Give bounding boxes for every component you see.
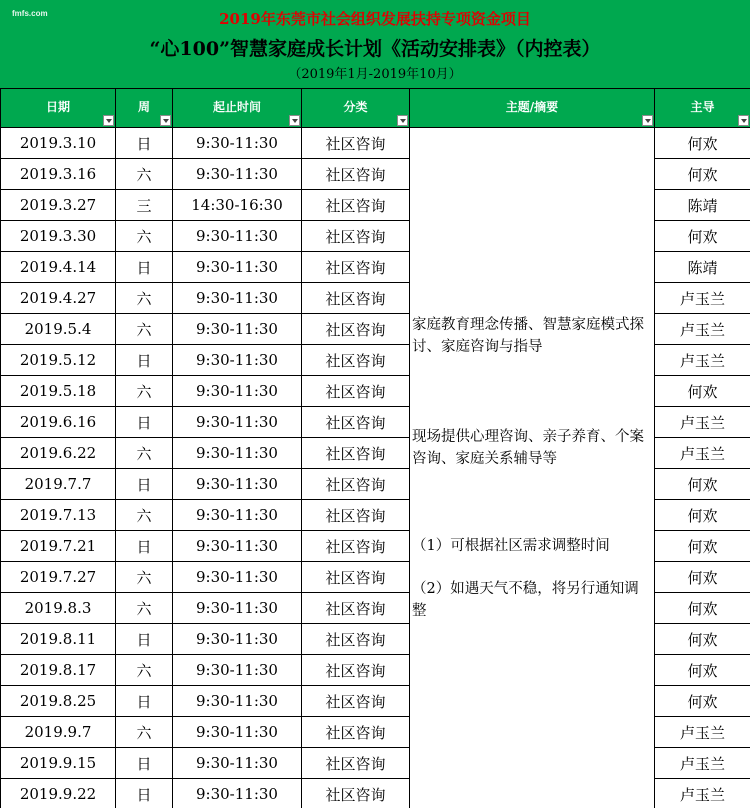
cell-date[interactable]: 2019.3.10 [1,128,116,159]
cell-time[interactable]: 9:30-11:30 [173,252,302,283]
topic-paragraph-4: （2）如遇天气不稳，将另行通知调整 [412,581,639,619]
cell-week[interactable]: 六 [116,500,173,531]
period-subtitle: （2019年1月-2019年10月） [288,67,462,82]
cell-category[interactable]: 社区咨询 [302,655,410,686]
column-header-week [116,89,173,128]
cell-lead[interactable]: 何欢 [655,593,750,624]
column-label: 日期 [45,99,70,114]
cell-time[interactable]: 9:30-11:30 [173,562,302,593]
cell-category[interactable]: 社区咨询 [302,252,410,283]
cell-date[interactable]: 2019.5.4 [1,314,116,345]
cell-lead[interactable]: 何欢 [655,469,750,500]
cell-time[interactable]: 9:30-11:30 [173,500,302,531]
cell-week[interactable]: 六 [116,283,173,314]
cell-week[interactable]: 日 [116,128,173,159]
cell-week[interactable]: 六 [116,438,173,469]
cell-category[interactable]: 社区咨询 [302,748,410,779]
cell-lead[interactable]: 卢玉兰 [655,314,750,345]
cell-time[interactable]: 9:30-11:30 [173,407,302,438]
cell-lead[interactable]: 何欢 [655,128,750,159]
cell-date[interactable]: 2019.7.27 [1,562,116,593]
cell-date[interactable]: 2019.8.25 [1,686,116,717]
watermark-logo: fmfs.com [12,9,48,18]
cell-date[interactable]: 2019.9.15 [1,748,116,779]
cell-week[interactable]: 日 [116,252,173,283]
cell-date[interactable]: 2019.6.22 [1,438,116,469]
cell-date[interactable]: 2019.3.16 [1,159,116,190]
column-label: 分类 [343,99,368,114]
cell-category[interactable]: 社区咨询 [302,686,410,717]
column-header-lead [655,89,750,128]
filter-dropdown-button[interactable] [738,115,749,126]
column-label: 主题/摘要 [505,99,559,114]
column-header-category [302,89,410,128]
cell-time[interactable]: 9:30-11:30 [173,748,302,779]
cell-week[interactable]: 六 [116,159,173,190]
cell-category[interactable]: 社区咨询 [302,562,410,593]
column-header-topic [410,89,655,128]
cell-lead[interactable]: 何欢 [655,159,750,190]
cell-date[interactable]: 2019.8.3 [1,593,116,624]
cell-week[interactable]: 日 [116,531,173,562]
cell-lead[interactable]: 何欢 [655,531,750,562]
table-row [1,128,750,159]
cell-date[interactable]: 2019.4.27 [1,283,116,314]
cell-time[interactable]: 9:30-11:30 [173,531,302,562]
cell-category[interactable]: 社区咨询 [302,469,410,500]
cell-week[interactable]: 日 [116,624,173,655]
cell-category[interactable]: 社区咨询 [302,221,410,252]
cell-time[interactable]: 9:30-11:30 [173,345,302,376]
column-header-time [173,89,302,128]
cell-lead[interactable]: 何欢 [655,500,750,531]
cell-week[interactable]: 六 [116,314,173,345]
cell-time[interactable]: 9:30-11:30 [173,283,302,314]
cell-time[interactable]: 9:30-11:30 [173,221,302,252]
cell-time[interactable]: 9:30-11:30 [173,655,302,686]
cell-time[interactable]: 14:30-16:30 [173,190,302,221]
cell-category[interactable]: 社区咨询 [302,531,410,562]
cell-time[interactable]: 9:30-11:30 [173,376,302,407]
cell-week[interactable]: 六 [116,376,173,407]
column-label: 起止时间 [212,99,261,114]
plan-title: “心100”智慧家庭成长计划《活动安排表》（内控表） [149,38,601,60]
chevron-down-icon [292,119,298,123]
chevron-down-icon [400,119,406,123]
cell-time[interactable]: 9:30-11:30 [173,686,302,717]
column-label: 主导 [690,99,715,114]
cell-lead[interactable]: 陈靖 [655,252,750,283]
cell-date[interactable]: 2019.3.27 [1,190,116,221]
topic-paragraph-1: 家庭教育理念传播、智慧家庭模式探讨、家庭咨询与指导 [412,317,644,355]
schedule-table-wrap [0,88,750,808]
sheet-header [0,0,750,88]
cell-category[interactable]: 社区咨询 [302,717,410,748]
cell-week[interactable]: 日 [116,686,173,717]
cell-time[interactable]: 9:30-11:30 [173,314,302,345]
cell-time[interactable]: 9:30-11:30 [173,593,302,624]
cell-lead[interactable]: 何欢 [655,221,750,252]
topic-paragraph-3: （1）可根据社区需求调整时间 [412,538,610,554]
cell-lead[interactable]: 卢玉兰 [655,779,750,808]
cell-category[interactable]: 社区咨询 [302,314,410,345]
cell-date[interactable]: 2019.7.13 [1,500,116,531]
cell-category[interactable]: 社区咨询 [302,407,410,438]
cell-category[interactable]: 社区咨询 [302,500,410,531]
cell-date[interactable]: 2019.5.12 [1,345,116,376]
cell-category[interactable]: 社区咨询 [302,376,410,407]
cell-date[interactable]: 2019.4.14 [1,252,116,283]
cell-category[interactable]: 社区咨询 [302,345,410,376]
cell-week[interactable]: 日 [116,748,173,779]
cell-time[interactable]: 9:30-11:30 [173,624,302,655]
cell-lead[interactable]: 卢玉兰 [655,345,750,376]
cell-week[interactable]: 日 [116,779,173,808]
cell-lead[interactable]: 卢玉兰 [655,748,750,779]
cell-time[interactable]: 9:30-11:30 [173,469,302,500]
cell-time[interactable]: 9:30-11:30 [173,159,302,190]
cell-date[interactable]: 2019.8.11 [1,624,116,655]
cell-date[interactable]: 2019.3.30 [1,221,116,252]
topic-paragraph-2: 现场提供心理咨询、亲子养育、个案咨询、家庭关系辅导等 [412,429,644,467]
cell-week[interactable]: 三 [116,190,173,221]
cell-date[interactable]: 2019.5.18 [1,376,116,407]
column-header-date [1,89,116,128]
filter-dropdown-button[interactable] [397,115,408,126]
cell-week[interactable]: 六 [116,655,173,686]
chevron-down-icon [106,119,112,123]
cell-category[interactable]: 社区咨询 [302,283,410,314]
cell-category[interactable]: 社区咨询 [302,159,410,190]
cell-week[interactable]: 日 [116,469,173,500]
cell-time[interactable]: 9:30-11:30 [173,128,302,159]
cell-lead[interactable]: 卢玉兰 [655,717,750,748]
cell-time[interactable]: 9:30-11:30 [173,717,302,748]
column-label: 周 [137,99,150,114]
cell-lead[interactable]: 卢玉兰 [655,438,750,469]
chevron-down-icon [645,119,651,123]
filter-dropdown-button[interactable] [103,115,114,126]
cell-date[interactable]: 2019.6.16 [1,407,116,438]
cell-lead[interactable]: 陈靖 [655,190,750,221]
project-title: 2019年东莞市社会组织发展扶持专项资金项目 [219,10,531,28]
cell-week[interactable]: 日 [116,407,173,438]
cell-date[interactable]: 2019.7.7 [1,469,116,500]
cell-date[interactable]: 2019.7.21 [1,531,116,562]
cell-lead[interactable]: 卢玉兰 [655,283,750,314]
cell-date[interactable]: 2019.9.7 [1,717,116,748]
cell-lead[interactable]: 何欢 [655,562,750,593]
filter-dropdown-button[interactable] [642,115,653,126]
cell-week[interactable]: 六 [116,593,173,624]
chevron-down-icon [741,119,747,123]
chevron-down-icon [163,119,169,123]
cell-time[interactable]: 9:30-11:30 [173,779,302,808]
filter-dropdown-button[interactable] [289,115,300,126]
cell-lead[interactable]: 何欢 [655,624,750,655]
cell-category[interactable]: 社区咨询 [302,438,410,469]
cell-week[interactable]: 六 [116,562,173,593]
cell-category[interactable]: 社区咨询 [302,624,410,655]
cell-week[interactable]: 六 [116,221,173,252]
cell-category[interactable]: 社区咨询 [302,190,410,221]
cell-category[interactable]: 社区咨询 [302,128,410,159]
cell-week[interactable]: 日 [116,345,173,376]
cell-lead[interactable]: 何欢 [655,686,750,717]
cell-date[interactable]: 2019.9.22 [1,779,116,808]
cell-lead[interactable]: 卢玉兰 [655,407,750,438]
cell-date[interactable]: 2019.8.17 [1,655,116,686]
cell-lead[interactable]: 何欢 [655,655,750,686]
cell-time[interactable]: 9:30-11:30 [173,438,302,469]
cell-category[interactable]: 社区咨询 [302,593,410,624]
cell-lead[interactable]: 何欢 [655,376,750,407]
filter-dropdown-button[interactable] [160,115,171,126]
column-header-row [1,89,750,128]
cell-week[interactable]: 六 [116,717,173,748]
cell-category[interactable]: 社区咨询 [302,779,410,808]
